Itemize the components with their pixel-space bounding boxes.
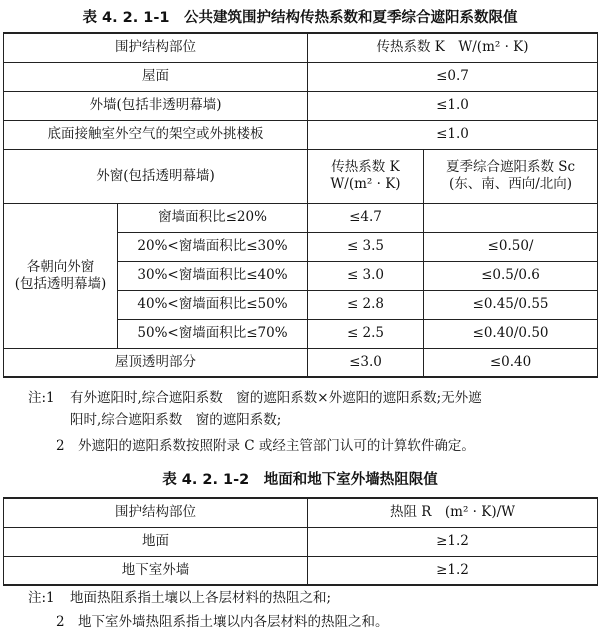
floor-label: 底面接触室外空气的架空或外挑楼板 <box>4 120 308 149</box>
t2-row-value: ≥1.2 <box>308 527 598 556</box>
window-sc-header <box>424 149 598 203</box>
ratio-cell: 20%<窗墙面积比≤30% <box>118 232 308 261</box>
table1-title: 表 4. 2. 1-1 公共建筑围护结构传热系数和夏季综合遮阳系数限值 <box>82 10 518 26</box>
note2-prefix: 注:1 <box>28 590 55 606</box>
skylight-sc: ≤0.40 <box>424 348 598 377</box>
header-k: 传热系数 K W/(m² · K) <box>308 33 598 62</box>
table-row <box>4 498 598 527</box>
t2-header-part: 围护结构部位 <box>4 498 308 527</box>
ratio-cell: 50%<窗墙面积比≤70% <box>118 319 308 348</box>
sc-cell: ≤0.40/0.50 <box>424 319 598 348</box>
table-row <box>4 33 598 62</box>
note2-line2: 地下室外墙热阻系指土壤以内各层材料的热阻之和。 <box>78 614 389 630</box>
t2-row-label: 地下室外墙 <box>4 556 308 585</box>
t2-header-r: 热阻 R (m² · K)/W <box>308 498 598 527</box>
k-cell: ≤ 2.5 <box>308 319 424 348</box>
floor-value: ≤1.0 <box>308 120 598 149</box>
outer-wall-label: 外墙(包括非透明幕墙) <box>4 91 308 120</box>
ratio-cell: 40%<窗墙面积比≤50% <box>118 290 308 319</box>
window-k-header <box>308 149 424 203</box>
note1-line3: 外遮阳的遮阳系数按照附录 C 或经主管部门认可的计算软件确定。 <box>78 438 475 454</box>
table-row <box>4 149 598 203</box>
table-row <box>4 348 598 377</box>
k-cell: ≤ 3.5 <box>308 232 424 261</box>
t2-row-label: 地面 <box>4 527 308 556</box>
table2-title: 表 4. 2. 1-2 地面和地下室外墙热阻限值 <box>162 472 438 488</box>
table2 <box>3 497 598 586</box>
orientation-line2: (包括透明幕墙) <box>14 275 107 292</box>
window-k-header-line1: 传热系数 K <box>331 159 400 175</box>
skylight-k: ≤3.0 <box>308 348 424 377</box>
note2-line1: 地面热阻系指土壤以上各层材料的热阻之和; <box>70 590 332 606</box>
note1-line2: 阳时,综合遮阳系数 窗的遮阳系数; <box>70 412 282 428</box>
table-row <box>4 527 598 556</box>
table-row <box>4 556 598 585</box>
roof-label: 屋面 <box>4 62 308 91</box>
sc-cell: ≤0.45/0.55 <box>424 290 598 319</box>
outer-wall-value: ≤1.0 <box>308 91 598 120</box>
ratio-cell: 窗墙面积比≤20% <box>118 203 308 232</box>
note2-num2: 2 <box>56 614 65 630</box>
sc-cell: ≤0.50/ <box>424 232 598 261</box>
window-sc-header-line2: (东、南、西向/北向) <box>448 176 573 192</box>
note1-num2: 2 <box>56 438 65 454</box>
skylight-label: 屋顶透明部分 <box>4 348 308 377</box>
ratio-cell: 30%<窗墙面积比≤40% <box>118 261 308 290</box>
table-row <box>4 120 598 149</box>
table-row <box>4 62 598 91</box>
table-row <box>4 203 598 232</box>
table1 <box>3 32 598 378</box>
orientation-line1: 各朝向外窗 <box>26 258 95 275</box>
k-cell: ≤ 3.0 <box>308 261 424 290</box>
sc-cell: ≤0.5/0.6 <box>424 261 598 290</box>
window-label: 外窗(包括透明幕墙) <box>4 149 308 203</box>
k-cell: ≤ 2.8 <box>308 290 424 319</box>
orientation-label <box>4 203 118 348</box>
window-k-header-line2: W/(m² · K) <box>330 176 401 192</box>
sc-cell <box>424 203 598 232</box>
table-row <box>4 91 598 120</box>
window-sc-header-line1: 夏季综合遮阳系数 Sc <box>445 159 576 175</box>
roof-value: ≤0.7 <box>308 62 598 91</box>
note1-line1: 有外遮阳时,综合遮阳系数 窗的遮阳系数×外遮阳的遮阳系数;无外遮 <box>70 390 482 406</box>
k-cell: ≤4.7 <box>308 203 424 232</box>
note1-prefix: 注:1 <box>28 390 55 406</box>
header-part: 围护结构部位 <box>4 33 308 62</box>
t2-row-value: ≥1.2 <box>308 556 598 585</box>
